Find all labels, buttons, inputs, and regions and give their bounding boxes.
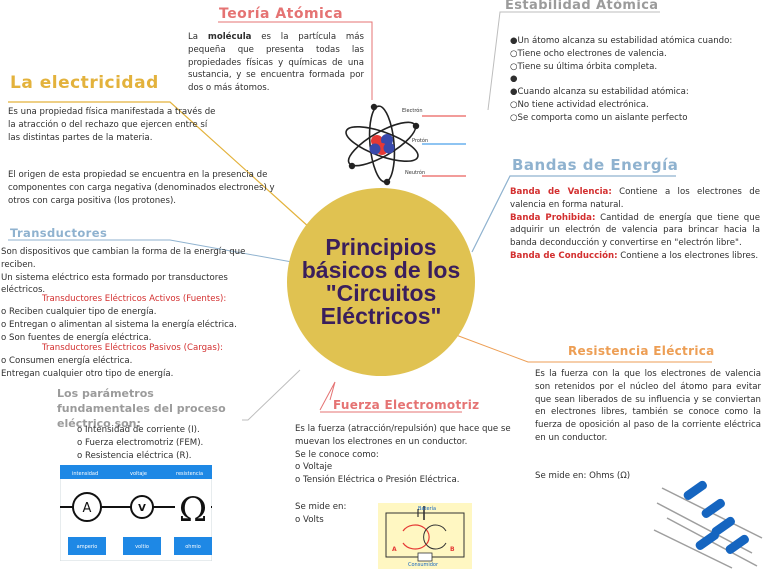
estabilidad-line: ○Tiene ocho electrones de valencia. — [510, 48, 667, 59]
bandas-text: Banda de Valencia: Contiene a los electrones de valencia en forma natural. Banda Prohibida: Cantidad de energía que tiene que adquirir un electrón de valencia para brincar hacia la banda deconducción y convertirse en "electrón libre". Banda de Conducción: Contiene a los electrones libres. — [510, 187, 760, 261]
transductores-activos-title: Transductores Eléctricos Activos (Fuentes): — [42, 294, 227, 304]
table-unit-ohmio: ohmio — [185, 544, 201, 550]
transductores-activos-list: o Reciben cualquier tipo de energía. o Entregan o alimentan al sistema la energía eléctrica. o Son fuentes de energía eléctrica. — [1, 307, 237, 343]
table-unit-amperio: amperio — [76, 544, 98, 550]
estabilidad-line: ○Tiene su última órbita completa. — [510, 61, 658, 72]
estabilidad-line: ○Se comporta como un aislante perfecto — [510, 112, 688, 123]
estabilidad-line: ●Un átomo alcanza su estabilidad atómica cuando: — [510, 36, 733, 46]
table-unit-voltio: voltio — [135, 544, 149, 550]
table-header-resistencia: resistencia — [176, 471, 204, 477]
voltmeter-symbol: V — [138, 503, 146, 514]
fem-text: Es la fuerza (atracción/repulsión) que hace que se muevan los electrones en un conductor. Se le conoce como: o Voltaje o Tensión Eléctrica o Presión Eléctrica. — [295, 424, 511, 486]
atom-label-proton: Protón — [412, 138, 429, 144]
central-topic-circle — [287, 188, 475, 376]
bandas-heading: Bandas de Energía — [512, 156, 679, 174]
table-header-intensidad: intensidad — [72, 471, 99, 477]
transductores-heading: Transductores — [10, 226, 108, 240]
battery-label: Batería — [418, 506, 437, 512]
resistencia-heading: Resistencia Eléctrica — [568, 344, 715, 358]
atom-label-neutron: Neutrón — [405, 170, 426, 176]
resistencia-unit: Se mide en: Ohms (Ω) — [535, 471, 631, 481]
point-b-label: B — [450, 546, 455, 553]
estabilidad-line: ●Cuando alcanza su estabilidad atómica: — [510, 87, 689, 98]
table-header-voltaje: voltaje — [130, 471, 147, 477]
circuit-diagram — [378, 503, 472, 569]
transductores-intro: Son dispositivos que cambian la forma de la energía que reciben. Un sistema eléctrico esta formado por transductores eléctricos. — [1, 247, 246, 296]
ohm-symbol: Ω — [178, 490, 208, 530]
electricidad-p1: Es una propiedad física manifestada a través de la atracción o del rechazo que ejercen entre sí las distintas partes de la materia. — [8, 107, 216, 143]
transductores-pasivos-list: o Consumen energía eléctrica. Entregan cualquier otro tipo de energía. — [1, 356, 174, 379]
fem-heading: Fuerza Electromotriz — [333, 398, 480, 412]
atom-label-electron: Electrón — [402, 108, 423, 114]
atom-illustration — [340, 98, 470, 190]
units-table — [60, 465, 212, 561]
electricidad-heading: La electricidad — [10, 73, 159, 93]
fem-unit: Se mide en: o Volts — [295, 502, 347, 525]
resistencia-text: Es la fuerza con la que los electrones de valencia son retenidos por el núcleo del átomo para evitar que sean liberados de su influencia y se conviertan en electrones libres, también se conoce como la fuerza de oposición al paso de la corriente eléctrica en un conductor. — [535, 369, 761, 443]
teoria-atomica-heading: Teoría Atómica — [219, 6, 344, 22]
estabilidad-line: ○No tiene actividad electrónica. — [510, 99, 649, 110]
central-title: Principios básicos de los "Circuitos Eléctricos" — [301, 234, 461, 329]
resistors-illustration — [652, 478, 764, 570]
parametros-list: o Intensidad de corriente (I). o Fuerza electromotriz (FEM). o Resistencia eléctrica (R). — [77, 425, 204, 461]
ammeter-symbol: A — [82, 501, 92, 516]
estabilidad-list — [510, 35, 768, 125]
parametros-heading: Los parámetros fundamentales del proceso eléctrico son: — [57, 387, 226, 430]
estabilidad-heading: Estabilidad Atómica — [505, 0, 659, 13]
consumer-label: Consumidor — [408, 562, 439, 568]
teoria-atomica-text: La molécula es la partícula más pequeña que presenta todas las propiedades físicas y químicas de una sustancia, y se encuentra formada por dos o más átomos. — [188, 32, 364, 94]
electricidad-p2: El origen de esta propiedad se encuentra en la presencia de componentes con carga negativa (denominados electrones) y otros con carga positiva (los protones). — [8, 170, 275, 206]
estabilidad-line: ● — [510, 74, 518, 85]
point-a-label: A — [392, 546, 397, 553]
transductores-pasivos-title: Transductores Eléctricos Pasivos (Cargas): — [42, 343, 224, 353]
